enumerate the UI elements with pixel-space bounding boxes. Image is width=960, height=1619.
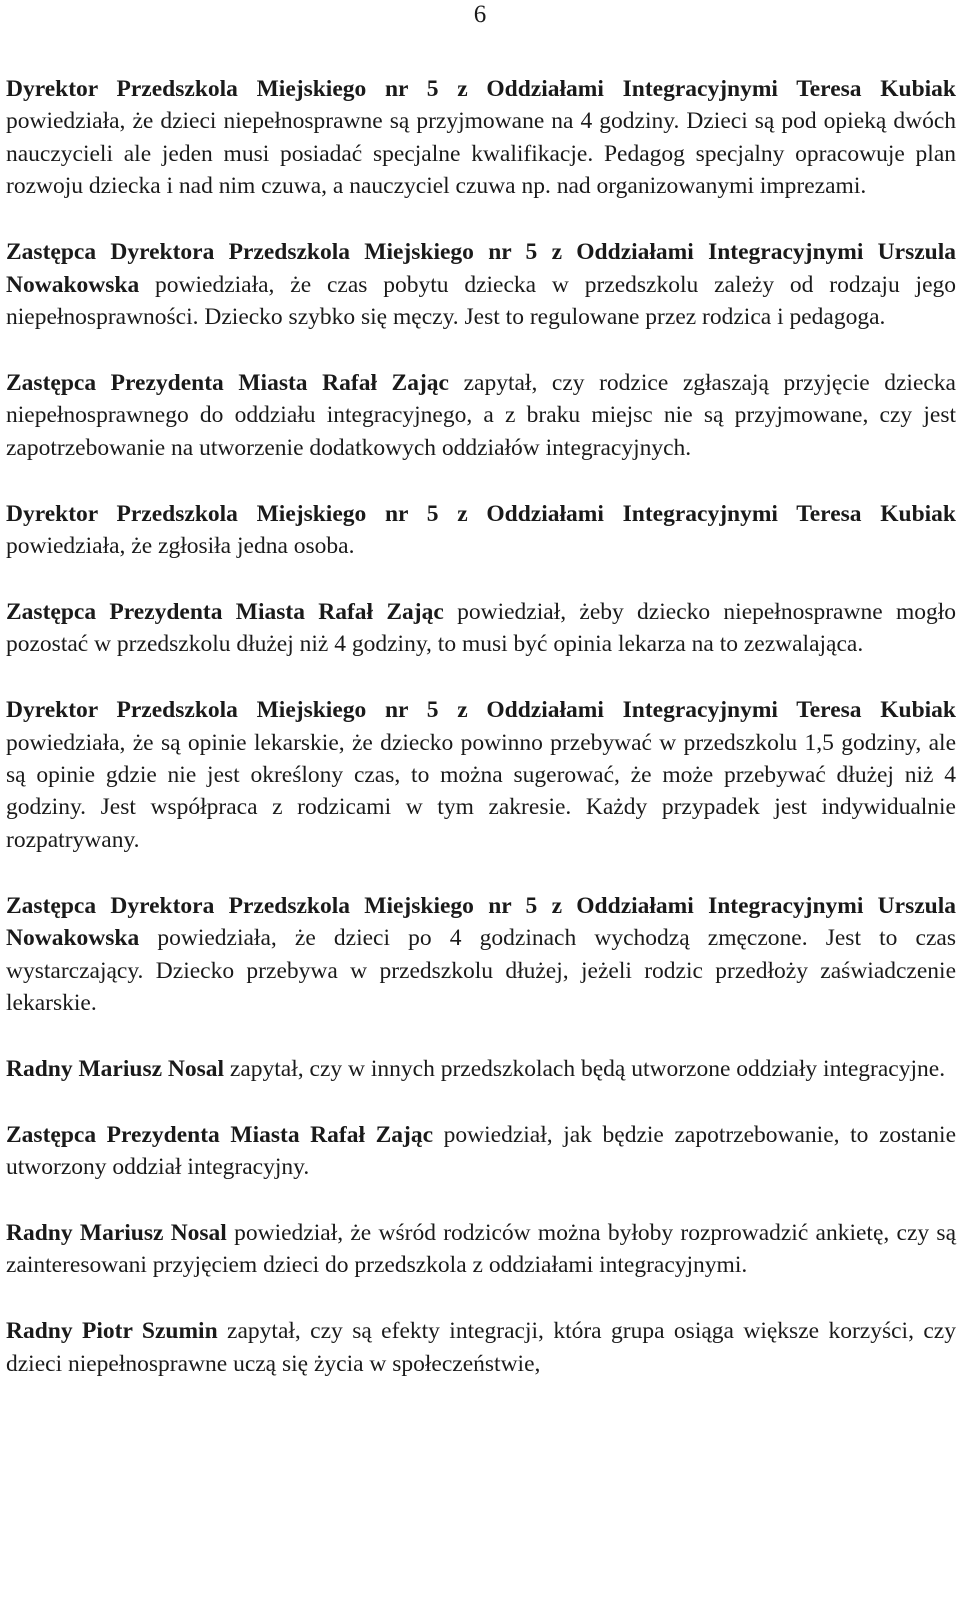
paragraph — [6, 73, 956, 203]
paragraph — [6, 1053, 956, 1085]
paragraph-text: powiedziała, że dzieci po 4 godzinach wychodzą zmęczone. Jest to czas wystarczający. Dziecko przebywa w przedszkolu dłużej, jeżeli rodzic przedłoży zaświadczenie lekarskie. — [6, 925, 956, 1016]
paragraph-text: zapytał, czy w innych przedszkolach będą utworzone oddziały integracyjne. — [224, 1055, 946, 1082]
document-body — [6, 73, 956, 1380]
speaker-name: Zastępca Dyrektora Przedszkola Miejskiego nr 5 z Oddziałami Integracyjnymi Urszula Nowakowska — [6, 239, 956, 298]
speaker-name: Zastępca Prezydenta Miasta Rafał Zając — [6, 1121, 434, 1148]
speaker-name: Zastępca Prezydenta Miasta Rafał Zając — [6, 598, 444, 625]
paragraph-text: powiedział, jak będzie zapotrzebowanie, to zostanie utworzony oddział integracyjny. — [6, 1121, 956, 1181]
paragraph — [6, 498, 956, 563]
paragraph-text: zapytał, czy są efekty integracji, która grupa osiąga większe korzyści, czy dzieci niepełnosprawne uczą się życia w społeczeństwie, — [6, 1318, 956, 1377]
paragraph — [6, 596, 956, 661]
page-number: 6 — [473, 1, 487, 28]
paragraph-text: powiedziała, że są opinie lekarskie, że dziecko powinno przebywać w przedszkolu 1,5 godziny, ale są opinie gdzie nie jest określony czas, to można sugerować, że może przebywać dłużej niż 4 godziny. Jest współpraca z rodzicami w tym zakresie. Każdy przypadek jest indywidualnie rozpatrywany. — [6, 729, 956, 853]
speaker-name: Zastępca Dyrektora Przedszkola Miejskiego nr 5 z Oddziałami Integracyjnymi Urszula Nowakowska — [6, 892, 956, 952]
paragraph — [6, 1217, 956, 1282]
paragraph — [6, 1315, 956, 1380]
speaker-name: Zastępca Prezydenta Miasta Rafał Zając — [6, 369, 449, 396]
paragraph-text: powiedziała, że czas pobytu dziecka w przedszkolu zależy od rodzaju jego niepełnosprawności. Dziecko szybko się męczy. Jest to regulowane przez rodzica i pedagoga. — [6, 271, 956, 330]
speaker-name: Radny Mariusz Nosal — [6, 1220, 227, 1247]
speaker-name: Dyrektor Przedszkola Miejskiego nr 5 z Oddziałami Integracyjnymi Teresa Kubiak — [6, 697, 956, 724]
paragraph-text: powiedziała, że zgłosiła jedna osoba. — [6, 532, 355, 559]
paragraph-text: powiedział, żeby dziecko niepełnosprawne mogło pozostać w przedszkolu dłużej niż 4 godziny, to musi być opinia lekarza na to zezwalająca. — [6, 598, 956, 658]
paragraph-text: powiedział, że wśród rodziców można byłoby rozprowadzić ankietę, czy są zainteresowani przyjęciem dzieci do przedszkola z oddziałami integracyjnymi. — [6, 1220, 956, 1279]
speaker-name: Radny Piotr Szumin — [6, 1318, 218, 1345]
speaker-name: Dyrektor Przedszkola Miejskiego nr 5 z Oddziałami Integracyjnymi Teresa Kubiak — [6, 500, 956, 527]
paragraph — [6, 890, 956, 1020]
speaker-name: Dyrektor Przedszkola Miejskiego nr 5 z Oddziałami Integracyjnymi Teresa Kubiak — [6, 76, 956, 102]
paragraph — [6, 236, 956, 333]
paragraph-text: powiedziała, że dzieci niepełnosprawne są przyjmowane na 4 godziny. Dzieci są pod opieką dwóch nauczycieli ale jeden musi posiadać specjalne kwalifikacje. Pedagog specjalny opracowuje plan rozwoju dziecka i nad nim czuwa, a nauczyciel czuwa np. nad organizowanymi imprezami. — [6, 108, 956, 200]
paragraph-text: zapytał, czy rodzice zgłaszają przyjęcie dziecka niepełnosprawnego do oddziału integracyjnego, a z braku miejsc nie są przyjmowane, czy jest zapotrzebowanie na utworzenie dodatkowych oddziałów integracyjnych. — [6, 369, 956, 461]
paragraph — [6, 694, 956, 856]
paragraph — [6, 367, 956, 464]
speaker-name: Radny Mariusz Nosal — [6, 1055, 225, 1082]
paragraph — [6, 1119, 956, 1184]
